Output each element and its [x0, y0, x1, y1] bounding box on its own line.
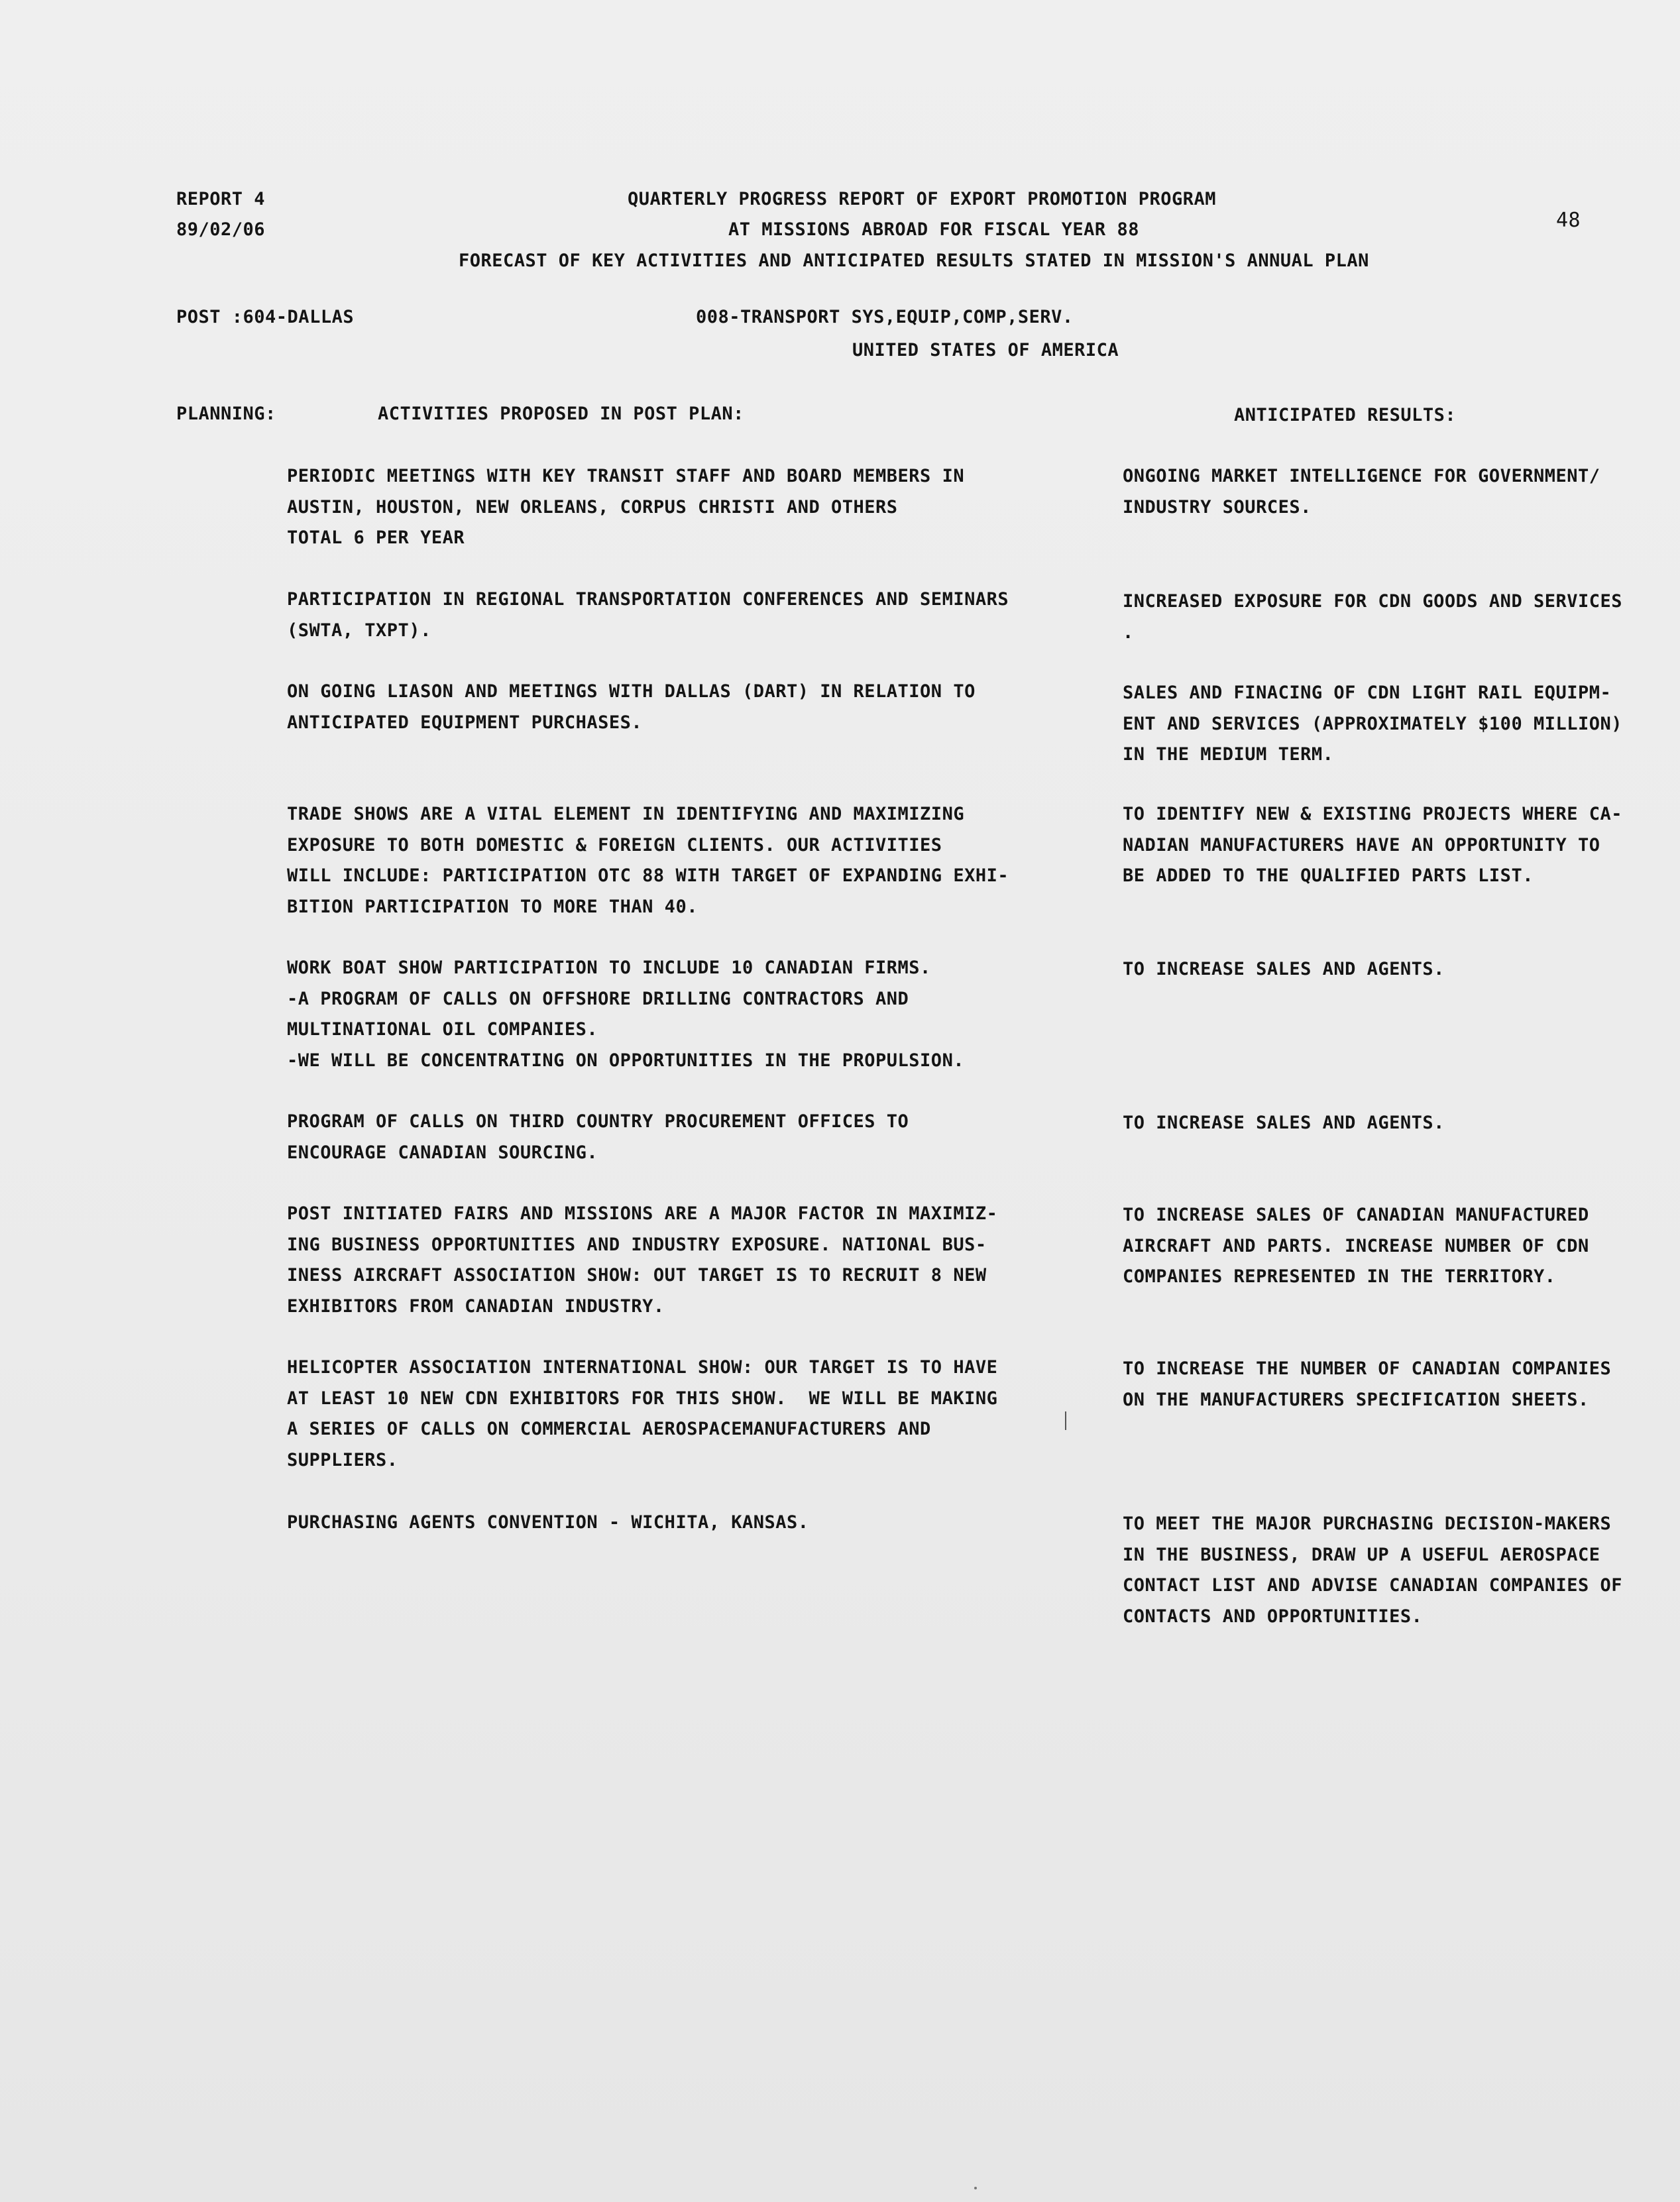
report-number: REPORT 4	[176, 189, 266, 209]
activity-line: TOTAL 6 PER YEAR	[287, 527, 465, 548]
planning-heading: PLANNING:	[176, 404, 276, 424]
result-line: TO INCREASE SALES AND AGENTS.	[1123, 1113, 1445, 1133]
activity-line: WILL INCLUDE: PARTICIPATION OTC 88 WITH TARGET OF EXPANDING EXHI-	[287, 865, 1009, 886]
result-line: BE ADDED TO THE QUALIFIED PARTS LIST.	[1123, 865, 1534, 886]
activity-line: WORK BOAT SHOW PARTICIPATION TO INCLUDE 10 CANADIAN FIRMS.	[287, 958, 931, 978]
report-date: 89/02/06	[176, 219, 266, 240]
result-line: ON THE MANUFACTURERS SPECIFICATION SHEETS.	[1123, 1389, 1589, 1410]
activity-line: PURCHASING AGENTS CONVENTION - WICHITA, KANSAS.	[287, 1512, 809, 1533]
activity-line: SUPPLIERS.	[287, 1449, 398, 1470]
result-line: NADIAN MANUFACTURERS HAVE AN OPPORTUNITY TO	[1123, 834, 1600, 855]
report-title-line1: QUARTERLY PROGRESS REPORT OF EXPORT PROMOTION PROGRAM	[628, 189, 1217, 209]
activity-entry	[287, 953, 1082, 1076]
activity-line: PROGRAM OF CALLS ON THIRD COUNTRY PROCUREMENT OFFICES TO	[287, 1111, 909, 1132]
activity-entry	[287, 461, 1082, 554]
activity-entry	[287, 584, 1082, 646]
activity-entry	[287, 1107, 1082, 1168]
result-entry	[1123, 1200, 1640, 1293]
result-line: SALES AND FINACING OF CDN LIGHT RAIL EQUIPM-	[1123, 683, 1612, 703]
activity-line: BITION PARTICIPATION TO MORE THAN 40.	[287, 896, 698, 917]
result-entry	[1123, 461, 1640, 523]
activity-line: ING BUSINESS OPPORTUNITIES AND INDUSTRY EXPOSURE. NATIONAL BUS-	[287, 1234, 987, 1255]
activity-entry	[287, 1352, 1082, 1476]
activity-line: ANTICIPATED EQUIPMENT PURCHASES.	[287, 712, 643, 733]
activities-heading: ACTIVITIES PROPOSED IN POST PLAN:	[378, 404, 744, 424]
result-entry	[1123, 954, 1640, 985]
activity-line: ON GOING LIASON AND MEETINGS WITH DALLAS (DART) IN RELATION TO	[287, 681, 976, 702]
activity-entry	[287, 1199, 1082, 1322]
activity-line: PARTICIPATION IN REGIONAL TRANSPORTATION CONFERENCES AND SEMINARS	[287, 589, 1009, 610]
result-line: .	[1123, 622, 1134, 643]
activity-line: -A PROGRAM OF CALLS ON OFFSHORE DRILLING CONTRACTORS AND	[287, 988, 909, 1009]
result-line: CONTACTS AND OPPORTUNITIES.	[1123, 1606, 1423, 1627]
result-line: AIRCRAFT AND PARTS. INCREASE NUMBER OF CDN	[1123, 1235, 1589, 1256]
page-number: 48	[1556, 209, 1581, 232]
result-entry	[1123, 1108, 1640, 1139]
result-line: ONGOING MARKET INTELLIGENCE FOR GOVERNMENT/	[1123, 466, 1600, 486]
activity-line: POST INITIATED FAIRS AND MISSIONS ARE A MAJOR FACTOR IN MAXIMIZ-	[287, 1203, 998, 1224]
result-line: IN THE MEDIUM TERM.	[1123, 744, 1334, 765]
result-line: INDUSTRY SOURCES.	[1123, 496, 1312, 518]
report-title-line3: FORECAST OF KEY ACTIVITIES AND ANTICIPATED RESULTS STATED IN MISSION'S ANNUAL PLAN	[459, 250, 1369, 271]
activity-line: EXHIBITORS FROM CANADIAN INDUSTRY.	[287, 1295, 665, 1317]
result-line: TO IDENTIFY NEW & EXISTING PROJECTS WHERE CA-	[1123, 804, 1622, 824]
activity-entry	[287, 677, 1082, 738]
country-label: UNITED STATES OF AMERICA	[852, 340, 1119, 360]
activity-line: A SERIES OF CALLS ON COMMERCIAL AEROSPACEMANUFACTURERS AND	[287, 1419, 931, 1439]
post-label: POST :604-DALLAS	[176, 307, 355, 327]
result-line: TO MEET THE MAJOR PURCHASING DECISION-MAKERS	[1123, 1514, 1612, 1534]
result-entry	[1123, 799, 1640, 892]
result-line: INCREASED EXPOSURE FOR CDN GOODS AND SERVICES	[1123, 591, 1622, 612]
result-entry	[1123, 1509, 1640, 1632]
activity-line: MULTINATIONAL OIL COMPANIES.	[287, 1019, 598, 1040]
result-line: IN THE BUSINESS, DRAW UP A USEFUL AEROSPACE	[1123, 1544, 1600, 1565]
result-line: CONTACT LIST AND ADVISE CANADIAN COMPANIES OF	[1123, 1575, 1622, 1596]
activity-entry	[287, 1508, 1082, 1539]
activity-line: (SWTA, TXPT).	[287, 620, 431, 641]
result-line: TO INCREASE THE NUMBER OF CANADIAN COMPANIES	[1123, 1358, 1612, 1379]
activity-line: PERIODIC MEETINGS WITH KEY TRANSIT STAFF AND BOARD MEMBERS IN	[287, 466, 965, 486]
result-entry	[1123, 1354, 1640, 1415]
activity-line: AT LEAST 10 NEW CDN EXHIBITORS FOR THIS SHOW. WE WILL BE MAKING	[287, 1388, 998, 1409]
activity-line: INESS AIRCRAFT ASSOCIATION SHOW: OUT TARGET IS TO RECRUIT 8 NEW	[287, 1265, 987, 1286]
pen-mark	[1065, 1411, 1066, 1430]
result-entry	[1123, 678, 1640, 771]
result-entry	[1123, 586, 1640, 648]
results-heading: ANTICIPATED RESULTS:	[1234, 405, 1457, 425]
sector-label: 008-TRANSPORT SYS,EQUIP,COMP,SERV.	[696, 307, 1074, 327]
result-line: TO INCREASE SALES OF CANADIAN MANUFACTURED	[1123, 1205, 1589, 1225]
result-line: COMPANIES REPRESENTED IN THE TERRITORY.	[1123, 1266, 1556, 1287]
activity-entry	[287, 799, 1082, 922]
activity-line: HELICOPTER ASSOCIATION INTERNATIONAL SHOW: OUR TARGET IS TO HAVE	[287, 1357, 998, 1378]
scan-speck	[974, 2187, 977, 2189]
activity-line: ENCOURAGE CANADIAN SOURCING.	[287, 1142, 598, 1163]
report-title-line2: AT MISSIONS ABROAD FOR FISCAL YEAR 88	[728, 219, 1139, 240]
activity-line: TRADE SHOWS ARE A VITAL ELEMENT IN IDENTIFYING AND MAXIMIZING	[287, 804, 965, 824]
activity-line: -WE WILL BE CONCENTRATING ON OPPORTUNITIES IN THE PROPULSION.	[287, 1050, 965, 1071]
activity-line: EXPOSURE TO BOTH DOMESTIC & FOREIGN CLIENTS. OUR ACTIVITIES	[287, 834, 942, 855]
activity-line: AUSTIN, HOUSTON, NEW ORLEANS, CORPUS CHRISTI AND OTHERS	[287, 496, 898, 518]
result-line: ENT AND SERVICES (APPROXIMATELY $100 MILLION)	[1123, 713, 1622, 734]
result-line: TO INCREASE SALES AND AGENTS.	[1123, 959, 1445, 979]
